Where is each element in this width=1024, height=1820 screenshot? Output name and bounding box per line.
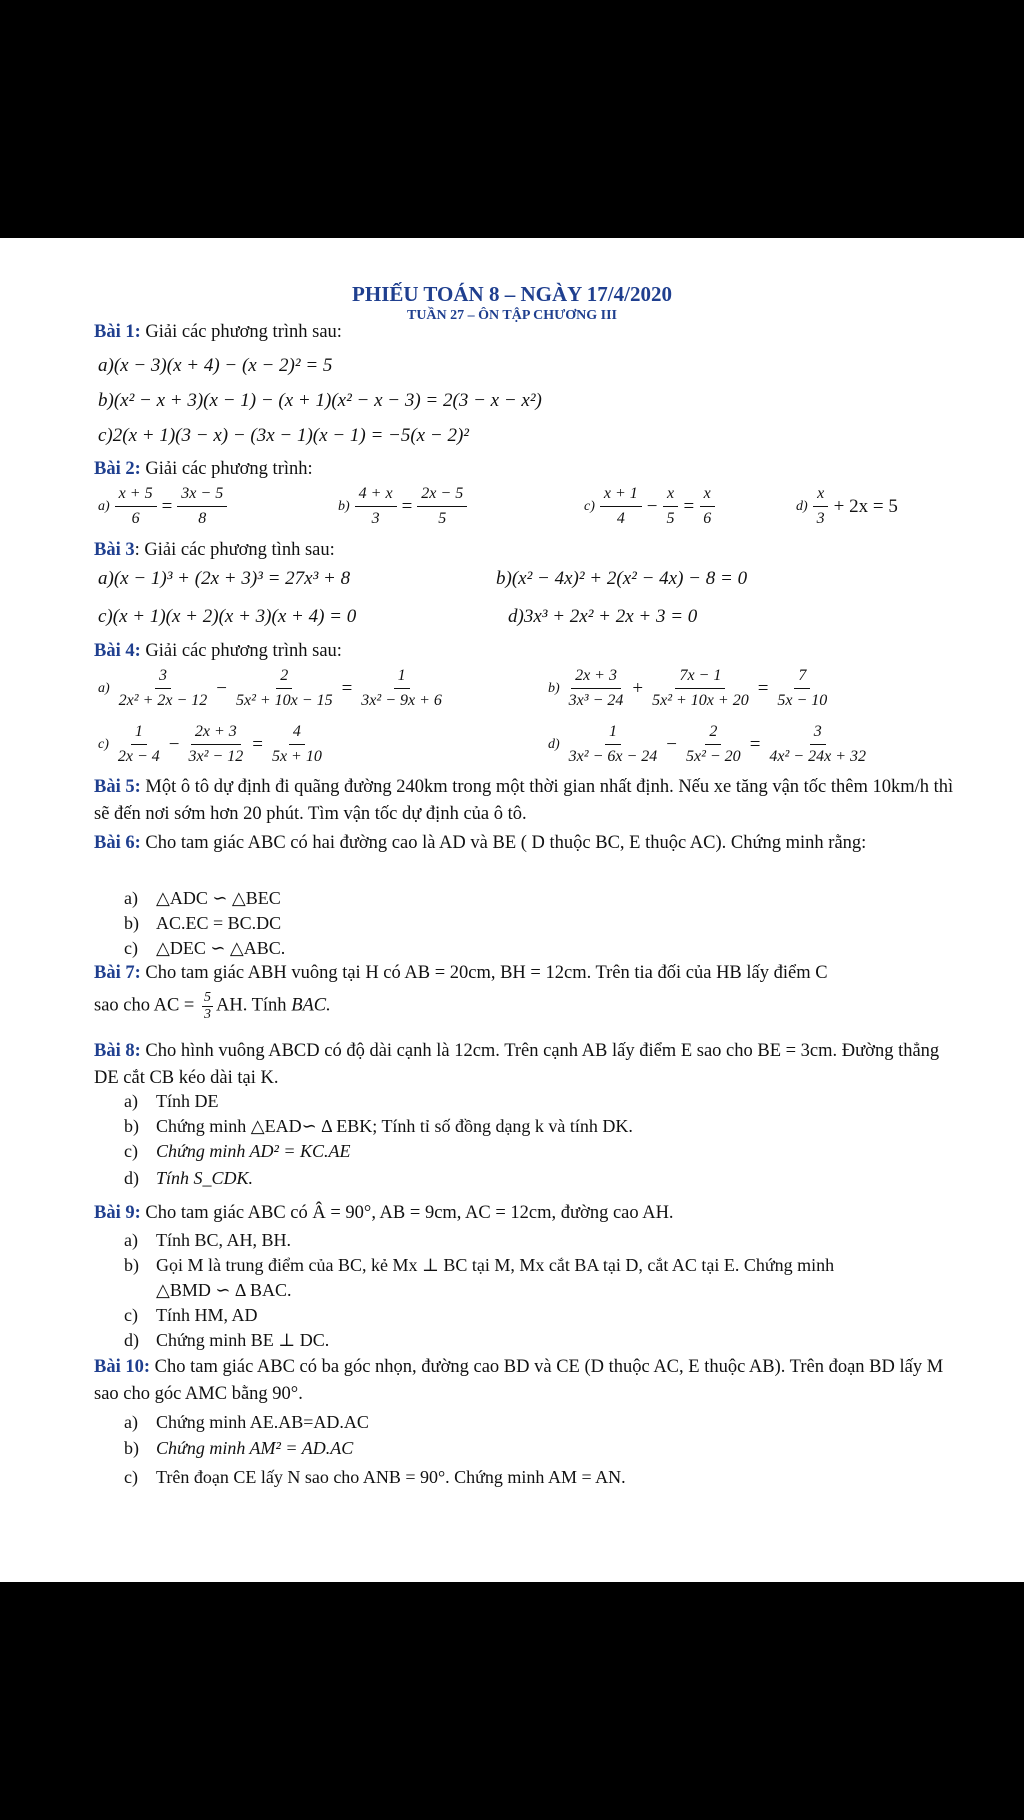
bai6-item-c: c) △DEC ∽ △ABC. xyxy=(124,938,286,958)
bai9-item-c: c) Tính HM, AD xyxy=(124,1305,258,1325)
bai2-heading: Bài 2: Giải các phương trình: xyxy=(94,459,313,479)
bai9-item-b: b) Gọi M là trung điểm của BC, kẻ Mx ⊥ BC tại M, Mx cắt BA tại D, cắt AC tại E. Chứng minh xyxy=(124,1255,835,1275)
bai3-heading: Bài 3: Giải các phương tình sau: xyxy=(94,540,335,560)
bai10-item-b: b) Chứng minh AM² = AD.AC xyxy=(124,1438,354,1458)
bai9-item-d: d) Chứng minh BE ⊥ DC. xyxy=(124,1330,330,1350)
bai3-eq-b: b)(x² − 4x)² + 2(x² − 4x) − 8 = 0 xyxy=(496,568,748,589)
bai8-item-c: c) Chứng minh AD² = KC.AE xyxy=(124,1141,351,1161)
top-black-bar xyxy=(0,0,1024,238)
bai4-heading: Bài 4: Giải các phương trình sau: xyxy=(94,641,342,661)
bai10-text: Bài 10: Cho tam giác ABC có ba góc nhọn, đường cao BD và CE (D thuộc AC, E thuộc AB). Trên đoạn BD lấy M sao cho góc AMC bằng 90°. xyxy=(94,1357,944,1404)
bai6-item-b: b) AC.EC = BC.DC xyxy=(124,913,282,933)
bai7-line2: sao cho AC = $\frac{5}{3}$ AH. Tính BAC. xyxy=(94,990,331,1022)
bai7-line1: Bài 7: Cho tam giác ABH vuông tại H có AB = 20cm, BH = 12cm. Trên tia đối của HB lấy điểm C xyxy=(94,963,828,983)
bai1-heading: Bài 1: Giải các phương trình sau: xyxy=(94,322,342,342)
bai2-eq-d: d) $\frac{x}{3}$ + 2x = 5 xyxy=(796,485,898,527)
bai10-item-c: c) Trên đoạn CE lấy N sao cho ANB = 90°. Chứng minh AM = AN. xyxy=(124,1467,626,1487)
bai8-item-d: d) Tính S_CDK. xyxy=(124,1168,254,1188)
bai4-eq-d: d) $\frac{1}{\text{3x² − 6x − 24}}$ − $\frac{2}{\text{5x² − 20}}$ = $\frac{3}{\text{4x² − 24x + 32}}$ xyxy=(548,723,866,765)
bai2-eq-c: c) $\frac{x + 1}{4}$ − $\frac{x}{5}$ = $\frac{x}{6}$ xyxy=(584,484,718,529)
bai6-text: Bài 6: Cho tam giác ABC có hai đường cao là AD và BE ( D thuộc BC, E thuộc AC). Chứng minh rằng: xyxy=(94,833,867,853)
bai1-eq-a: a)(x − 3)(x + 4) − (x − 2)² = 5 xyxy=(98,355,333,376)
bai4-eq-c: c) $\frac{1}{2x - 4}$ − $\frac{2x + 3}{\text{3x² − 12}}$ = $\frac{4}{5x + 10}$ xyxy=(98,723,322,765)
bai6-item-a: a) △ADC ∽ △BEC xyxy=(124,888,281,908)
bai9-item-b-cont: △BMD ∽ Δ BAC. xyxy=(156,1280,292,1300)
bai1-eq-b: b)(x² − x + 3)(x − 1) − (x + 1)(x² − x − 3) = 2(3 − x − x²) xyxy=(98,390,542,411)
bai1-eq-c: c)2(x + 1)(3 − x) − (3x − 1)(x − 1) = −5(x − 2)² xyxy=(98,425,469,446)
bai8-item-a: a) Tính DE xyxy=(124,1091,219,1111)
bai10-item-a: a) Chứng minh AE.AB=AD.AC xyxy=(124,1412,369,1432)
worksheet-page xyxy=(0,238,1024,1582)
bai5-text: Bài 5: Một ô tô dự định đi quãng đường 240km trong một thời gian nhất định. Nếu xe tăng vận tốc thêm 10km/h thì sẽ đến nơi sớm hơn 20 phút. Tìm vận tốc dự định của ô tô. xyxy=(94,777,954,824)
bai2-eq-a: a) $\frac{x + 5}{6}$ = $\frac{3x - 5}{8}$ xyxy=(98,484,230,529)
page-subtitle: TUẦN 27 – ÔN TẬP CHƯƠNG III xyxy=(406,308,618,323)
bottom-black-bar xyxy=(0,1582,1024,1820)
bai2-eq-b: b) $\frac{4 + x}{3}$ = $\frac{2x - 5}{5}$ xyxy=(338,484,470,529)
page-title: PHIẾU TOÁN 8 – NGÀY 17/4/2020 xyxy=(352,282,672,306)
bai9-item-a: a) Tính BC, AH, BH. xyxy=(124,1230,292,1250)
bai9-text: Bài 9: Cho tam giác ABC có Â = 90°, AB = 9cm, AC = 12cm, đường cao AH. xyxy=(94,1203,674,1223)
bai8-item-b: b) Chứng minh △EAD∽ Δ EBK; Tính tỉ số đồng dạng k và tính DK. xyxy=(124,1116,633,1136)
bai8-text: Bài 8: Cho hình vuông ABCD có độ dài cạnh là 12cm. Trên cạnh AB lấy điểm E sao cho BE = 3cm. Đường thẳng DE cắt CB kéo dài tại K. xyxy=(94,1041,940,1088)
bai4-eq-a: a) $\frac{3}{\text{2x² + 2x − 12}}$ − $\frac{2}{\text{5x² + 10x − 15}}$ = $\frac{1}{\text{3x² − 9x + 6}}$ xyxy=(98,667,442,709)
bai3-eq-d: d)3x³ + 2x² + 2x + 3 = 0 xyxy=(508,606,698,627)
bai3-eq-c: c)(x + 1)(x + 2)(x + 3)(x + 4) = 0 xyxy=(98,606,357,627)
bai3-eq-a: a)(x − 1)³ + (2x + 3)³ = 27x³ + 8 xyxy=(98,568,351,589)
bai4-eq-b: b) $\frac{2x + 3}{\text{3x³ − 24}}$ + $\frac{7x - 1}{\text{5x² + 10x + 20}}$ = $\frac{7}{5x - 10}$ xyxy=(548,667,828,709)
